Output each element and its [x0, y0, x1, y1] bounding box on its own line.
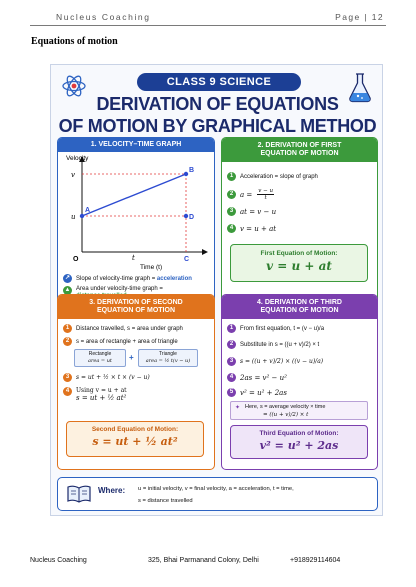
card2-step-2-numerator: v − u: [258, 188, 274, 194]
poster-title: [51, 93, 383, 137]
label-b: B: [189, 167, 195, 174]
section-heading: Equations of motion: [31, 36, 118, 47]
card2-step-2-denominator: t: [264, 195, 267, 201]
sparkle-icon: ✦: [235, 405, 241, 411]
poster-title-line-2: OF MOTION BY GRAPHICAL METHOD: [58, 116, 377, 136]
card4-step-5-text: v² = u² + 2as: [240, 388, 287, 397]
average-velocity-note: [230, 401, 368, 420]
footer-phone: +918929114604: [290, 557, 341, 564]
card4-step-4-text: 2as = v² − u²: [240, 373, 287, 382]
card2-step-2-fraction: [257, 188, 274, 201]
poster-title-line-1: DERIVATION OF EQUATIONS: [96, 94, 339, 114]
card2-step-4: 4 v = u + at: [227, 224, 373, 233]
card4-title: [222, 295, 377, 319]
card4-title-line-2: EQUATION OF MOTION: [260, 307, 339, 314]
third-equation-result: [230, 425, 368, 459]
card3-step-1: 1 Distance travelled, s = area under graph: [63, 324, 210, 333]
second-equation-label: Second Equation of Motion:: [91, 426, 179, 433]
triangle-label: Triangle: [159, 351, 177, 357]
card3-step-2-text: s = area of rectangle + area of triangle: [76, 338, 178, 345]
card3-title-line-2: EQUATION OF MOTION: [96, 307, 176, 314]
rectangle-formula: area = ut: [88, 358, 112, 364]
card2-step-4-text: v = u + at: [240, 224, 277, 233]
footer-brand: Nucleus Coaching: [30, 557, 87, 564]
page-header: [30, 12, 386, 26]
card3-step-1-text: Distance travelled, s = area under graph: [76, 325, 183, 332]
triangle-icon: ▲: [64, 287, 71, 293]
velocity-time-graph: [58, 152, 213, 272]
card2-step-3-text: at = v − u: [240, 207, 277, 216]
class-banner: CLASS 9 SCIENCE: [137, 73, 301, 91]
card2-step-2: 2 a = $\frac{v - u}{t}$: [227, 188, 373, 201]
card4-step-4: 4 2as = v² − u²: [227, 373, 373, 382]
card2-title-line-1: 2. DERIVATION OF FIRST: [257, 142, 342, 149]
third-equation-card: [221, 294, 378, 470]
second-equation: s = ut + ½ at²: [92, 435, 178, 448]
card3-step-4-using: Using v = u + at: [76, 387, 127, 394]
point-b: [184, 172, 188, 176]
second-equation-card: [57, 294, 215, 470]
average-velocity-note-line-1: Here, s = average velocity × time: [245, 404, 326, 410]
first-equation-result: [230, 244, 368, 282]
where-line-2: s = distance travelled: [138, 498, 193, 504]
rectangle-area-box: [74, 349, 126, 367]
label-a: A: [85, 207, 91, 214]
slope-note-value: acceleration: [156, 275, 192, 282]
card1-title: 1. VELOCITY–TIME GRAPH: [58, 138, 214, 152]
area-note-text: Area under velocity-time graph =: [76, 286, 163, 292]
label-c: C: [184, 256, 190, 263]
card3-step-2: 2 s = area of rectangle + area of triangle: [63, 337, 210, 346]
poster: [50, 64, 383, 516]
second-equation-result: [66, 421, 204, 457]
label-d: D: [189, 214, 195, 221]
card4-step-2: 2 Substitute in s = ((u + v)/2) × t: [227, 340, 373, 349]
third-equation: v² = u² + 2as: [259, 439, 339, 452]
card4-step-5: 5 v² = u² + 2as: [227, 388, 373, 397]
card4-title-line-1: 4. DERIVATION OF THIRD: [257, 299, 342, 306]
point-d: [184, 214, 188, 218]
triangle-area-box: [138, 349, 198, 367]
plus-sign: +: [129, 353, 134, 362]
card3-step-4-result: s = ut + ½ at²: [76, 394, 127, 402]
card2-title-line-2: EQUATION OF MOTION: [260, 150, 339, 157]
label-u: u: [71, 213, 76, 221]
card4-step-1: 1 From first equation, t = (v − u)/a: [227, 324, 373, 333]
card2-step-1: 1 Acceleration = slope of graph: [227, 172, 373, 181]
card4-step-1-text: From first equation, t = (v − u)/a: [240, 325, 325, 332]
average-velocity-note-line-2: = ((u + v)/2) × t: [263, 412, 309, 418]
point-a: [80, 214, 84, 218]
third-equation-label: Third Equation of Motion:: [259, 430, 339, 437]
triangle-formula: area = ½ t(v − u): [145, 358, 191, 364]
book-icon: [66, 484, 92, 504]
x-axis-label: Time (t): [140, 264, 163, 271]
y-axis-label: Velocity: [66, 155, 89, 162]
slope-note: [63, 274, 210, 283]
header-brand: Nucleus Coaching: [56, 12, 151, 22]
footer-address: 325, Bhai Parmanand Colony, Delhi: [148, 557, 259, 564]
card2-step-1-text: Acceleration = slope of graph: [240, 173, 318, 180]
page-number: Page | 12: [335, 12, 384, 22]
card3-title-line-1: 3. DERIVATION OF SECOND: [89, 299, 183, 306]
card3-title: [58, 295, 214, 319]
label-origin: O: [73, 256, 79, 263]
card3-step-3-text: s = ut + ½ × t × (v − u): [76, 374, 150, 381]
where-label: Where:: [98, 486, 126, 495]
card4-step-2-text: Substitute in s = ((u + v)/2) × t: [240, 341, 320, 348]
trend-icon: ↗: [64, 275, 71, 281]
card4-step-3-text: s = ((u + v)/2) × ((v − u)/a): [240, 358, 324, 365]
first-equation: v = u + at: [266, 259, 332, 273]
card2-title: [222, 138, 377, 162]
rectangle-label: Rectangle: [88, 351, 112, 357]
symbol-legend: [57, 477, 378, 511]
card2-step-2-lhs: a =: [240, 190, 253, 199]
card2-step-3: 3 at = v − u: [227, 207, 373, 216]
label-v: v: [71, 171, 75, 179]
label-t: t: [132, 254, 135, 262]
card3-step-4: 4 Using v = u + at s = ut + ½ at²: [63, 387, 210, 402]
slope-note-text: Slope of velocity-time graph =: [76, 275, 156, 282]
first-equation-label: First Equation of Motion:: [260, 250, 338, 257]
card3-step-3: 3 s = ut + ½ × t × (v − u): [63, 373, 210, 382]
card4-step-3: 3 s = ((u + v)/2) × ((v − u)/a): [227, 357, 373, 366]
where-line-1: u = initial velocity, v = final velocity, a = acceleration, t = time,: [138, 486, 294, 492]
